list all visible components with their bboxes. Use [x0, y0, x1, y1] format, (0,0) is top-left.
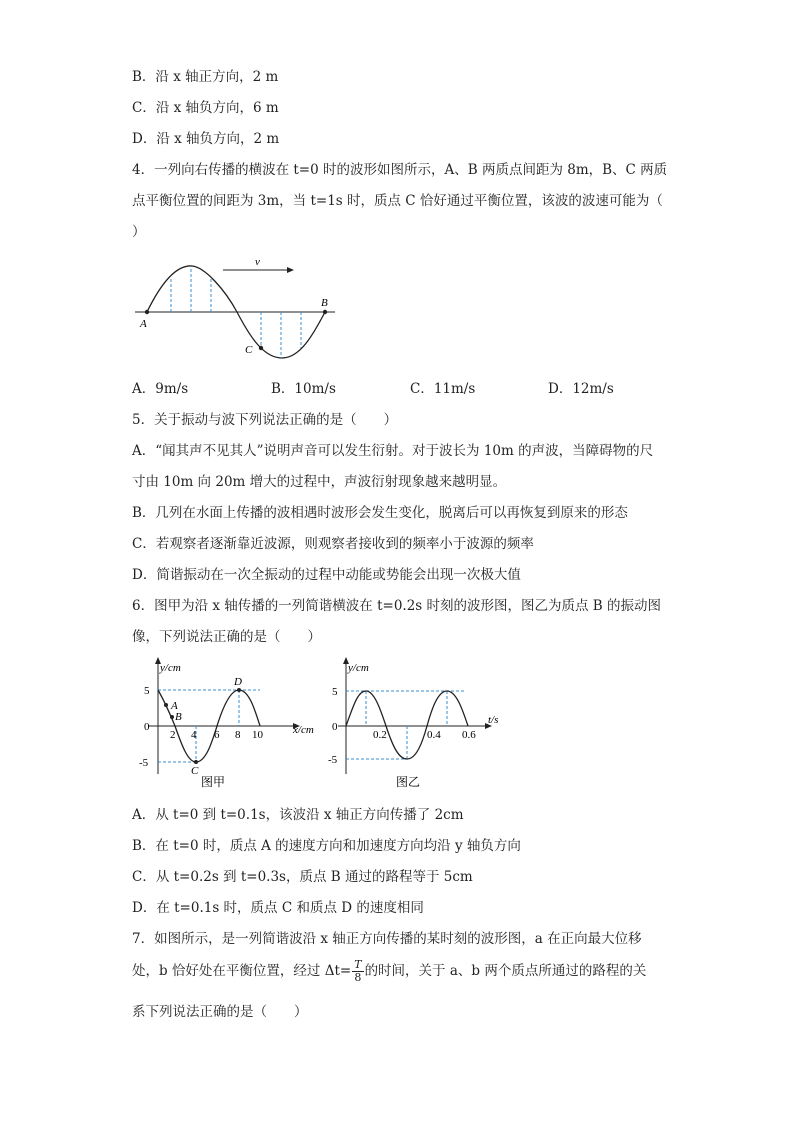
fig-jia-point-d — [237, 688, 241, 692]
q4-stem-line1: 4．一列向右传播的横波在 t=0 时的波形如图所示，A、B 两质点间距为 8m，B、C 两质 — [132, 162, 668, 178]
q4-option-b: B．10m/s — [271, 381, 336, 397]
fig-jia-caption: 图甲 — [201, 775, 226, 789]
fig-yi-ytick-neg5: -5 — [328, 754, 338, 766]
q7-stem-line2-a: 处，b 恰好处在平衡位置，经过 Δt= — [132, 963, 352, 979]
q4-option-a: A．9m/s — [132, 381, 189, 397]
q6-stem-line2: 像，下列说法正确的是（ ） — [132, 629, 321, 645]
q5-option-b: B．几列在水面上传播的波相遇时波形会发生变化，脱离后可以再恢复到原来的形态 — [132, 505, 628, 521]
q6-option-b: B．在 t=0 时，质点 A 的速度方向和加速度方向均沿 y 轴负方向 — [132, 838, 521, 854]
q4-arrow-head — [287, 267, 294, 273]
q5-option-a-line1: A．“闻其声不见其人”说明声音可以发生衍射。对于波长为 10m 的声波，当障碍物的尺 — [132, 443, 654, 459]
fig-yi-xtick-02: 0.2 — [373, 729, 387, 741]
q4-stem-line2: 点平衡位置的间距为 3m，当 t=1s 时，质点 C 恰好通过平衡位置，该波的波速可能为（ — [132, 193, 663, 209]
fig-jia-label-d: D — [234, 676, 242, 688]
q7-fraction — [352, 959, 363, 984]
q4-stem-line3: ） — [132, 224, 146, 240]
q7-stem-line2-b: 的时间，关于 a、b 两个质点所通过的路程的关 — [364, 963, 647, 979]
q7-stem-line2 — [132, 958, 646, 984]
fig-jia-xtick-2: 2 — [170, 729, 176, 741]
q6-option-a: A．从 t=0 到 t=0.1s，该波沿 x 轴正方向传播了 2cm — [132, 807, 464, 823]
fig-jia-xtick-10: 10 — [252, 729, 263, 741]
q7-stem-line1: 7．如图所示，是一列简谐波沿 x 轴正方向传播的某时刻的波形图，a 在正向最大位移 — [132, 931, 642, 947]
q6-option-d: D．在 t=0.1s 时，质点 C 和质点 D 的速度相同 — [132, 900, 424, 916]
q5-option-c: C．若观察者逐渐靠近波源，则观察者接收到的频率小于波源的频率 — [132, 536, 534, 552]
q4-point-b — [323, 310, 327, 314]
q4-label-a: A — [140, 318, 147, 330]
q6-figure-jia — [138, 656, 328, 791]
fig-jia-point-c — [194, 760, 198, 764]
fig-jia-label-c: C — [191, 765, 199, 777]
fig-yi-xtick-06: 0.6 — [462, 729, 476, 741]
fig-jia-xtick-8: 8 — [235, 729, 241, 741]
q4-option-c: C．11m/s — [410, 381, 476, 397]
q5-stem: 5．关于振动与波下列说法正确的是（ ） — [132, 412, 398, 428]
fig-jia-xtick-4: 4 — [191, 729, 197, 741]
fig-jia-y-label: y/cm — [160, 662, 181, 674]
fig-yi-x-label: t/s — [488, 714, 499, 726]
q6-option-c: C．从 t=0.2s 到 t=0.3s，质点 B 通过的路程等于 5cm — [132, 869, 473, 885]
q6-stem-line1: 6．图甲为沿 x 轴传播的一列简谐横波在 t=0.2s 时刻的波形图，图乙为质点 B 的振动图 — [132, 598, 662, 614]
fig-yi-ytick-0: 0 — [332, 721, 338, 733]
q4-label-b: B — [321, 297, 328, 309]
q7-stem-line3: 系下列说法正确的是（ ） — [132, 1004, 308, 1020]
q7-frac-den: 8 — [354, 971, 362, 984]
q3-option-d: D．沿 x 轴负方向，2 m — [132, 131, 280, 147]
fig-yi-ytick-5: 5 — [332, 686, 338, 698]
fig-jia-x-label: x/cm — [293, 724, 314, 736]
q4-wave-figure — [135, 255, 345, 365]
q5-option-d: D．简谐振动在一次全振动的过程中动能或势能会出现一次极大值 — [132, 567, 521, 583]
q4-label-c: C — [245, 344, 253, 356]
fig-yi-xtick-04: 0.4 — [427, 729, 441, 741]
fig-jia-xtick-6: 6 — [214, 729, 220, 741]
fig-jia-label-a: A — [171, 700, 178, 712]
fig-jia-point-a — [164, 703, 168, 707]
fig-jia-ytick-5: 5 — [144, 685, 150, 697]
q4-point-a — [145, 310, 149, 314]
q5-option-a-line2: 寸由 10m 向 20m 增大的过程中，声波衍射现象越来越明显。 — [132, 474, 507, 490]
q6-figure-yi — [328, 656, 513, 791]
fig-jia-label-b: B — [175, 711, 182, 723]
fig-yi-y-label: y/cm — [348, 662, 369, 674]
fig-jia-ytick-neg5: -5 — [139, 757, 149, 769]
q4-point-c — [259, 346, 263, 350]
fig-yi-caption: 图乙 — [396, 775, 421, 789]
q4-v-label: v — [255, 256, 260, 268]
fig-jia-point-b — [170, 715, 174, 719]
q4-option-d: D．12m/s — [548, 381, 614, 397]
fig-jia-ytick-0: 0 — [144, 721, 150, 733]
q3-option-b: B．沿 x 轴正方向，2 m — [132, 69, 279, 85]
q7-frac-num: T — [354, 958, 362, 971]
q3-option-c: C．沿 x 轴负方向，6 m — [132, 100, 279, 116]
